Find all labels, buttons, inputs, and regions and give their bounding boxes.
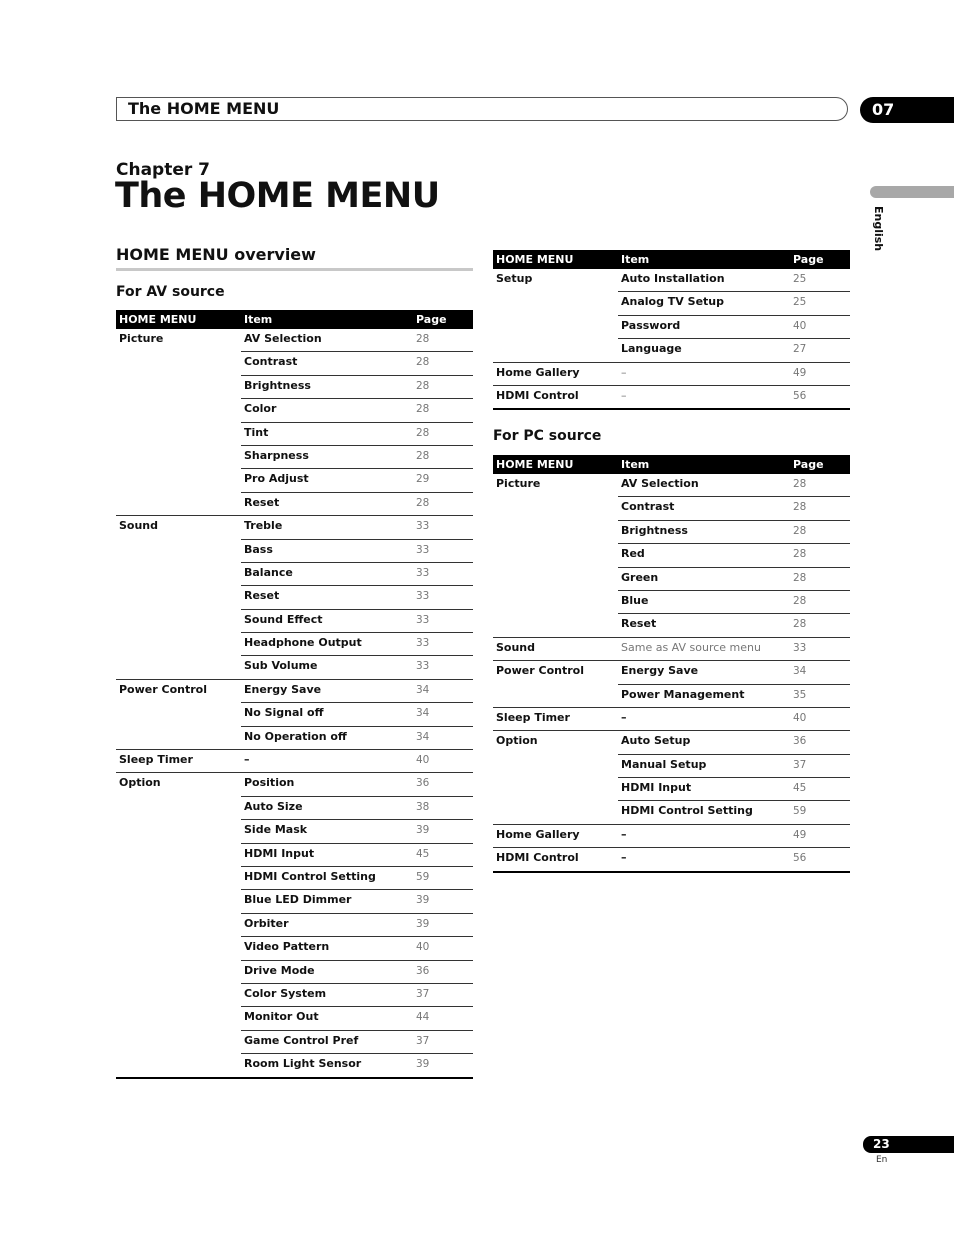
column-header: Page bbox=[790, 250, 850, 269]
page-ref: 40 bbox=[413, 750, 473, 773]
table-row bbox=[116, 492, 473, 515]
page-ref: 36 bbox=[413, 773, 473, 796]
table-row bbox=[116, 679, 473, 702]
menu-item: Red bbox=[618, 544, 790, 567]
menu-group bbox=[116, 492, 241, 515]
table-row bbox=[116, 656, 473, 679]
menu-group bbox=[116, 890, 241, 913]
table-row bbox=[116, 399, 473, 422]
menu-item: Color System bbox=[241, 983, 413, 1006]
menu-group bbox=[116, 1007, 241, 1030]
table-row bbox=[493, 707, 850, 730]
menu-group: Picture bbox=[496, 477, 541, 490]
menu-group bbox=[116, 399, 241, 422]
av-source-table bbox=[116, 310, 473, 1079]
menu-item: AV Selection bbox=[241, 329, 413, 352]
table-row bbox=[116, 633, 473, 656]
menu-group: Power Control bbox=[493, 661, 618, 684]
av-source-table-continued bbox=[493, 250, 850, 410]
page-ref: 28 bbox=[790, 567, 850, 590]
table-row bbox=[493, 590, 850, 613]
table-row bbox=[493, 637, 850, 660]
menu-item: Orbiter bbox=[241, 913, 413, 936]
menu-item: Contrast bbox=[241, 352, 413, 375]
menu-group: Sound bbox=[116, 516, 241, 539]
menu-item: Blue bbox=[618, 590, 790, 613]
page-ref: 45 bbox=[413, 843, 473, 866]
table-row bbox=[493, 544, 850, 567]
menu-item: Reset bbox=[241, 586, 413, 609]
page-ref: 37 bbox=[413, 1030, 473, 1053]
menu-group bbox=[493, 520, 618, 543]
page-ref: 33 bbox=[413, 516, 473, 539]
table-row bbox=[116, 890, 473, 913]
table-row bbox=[116, 866, 473, 889]
menu-group bbox=[116, 1054, 241, 1078]
menu-item: Reset bbox=[241, 492, 413, 515]
menu-item: Reset bbox=[618, 614, 790, 637]
page-ref: 28 bbox=[413, 445, 473, 468]
page-ref: 36 bbox=[790, 731, 850, 754]
menu-group bbox=[493, 614, 618, 637]
column-header: Page bbox=[790, 455, 850, 474]
menu-item: Video Pattern bbox=[241, 937, 413, 960]
page-ref: 27 bbox=[790, 339, 850, 362]
page-ref: 28 bbox=[790, 474, 850, 497]
menu-group: Home Gallery bbox=[493, 362, 618, 385]
page-ref: 25 bbox=[790, 269, 850, 292]
menu-item: – bbox=[618, 824, 790, 847]
column-header: Item bbox=[618, 250, 790, 269]
page-ref: 28 bbox=[413, 375, 473, 398]
table-row bbox=[493, 315, 850, 338]
table-row bbox=[116, 937, 473, 960]
page-ref: 33 bbox=[413, 539, 473, 562]
menu-item: HDMI Control Setting bbox=[618, 801, 790, 824]
menu-item: Analog TV Setup bbox=[618, 292, 790, 315]
chapter-label: Chapter 7 bbox=[116, 160, 211, 180]
page-ref: 34 bbox=[413, 679, 473, 702]
menu-item: HDMI Input bbox=[241, 843, 413, 866]
table-row bbox=[116, 773, 473, 796]
running-header bbox=[116, 97, 848, 121]
menu-item: – bbox=[241, 750, 413, 773]
menu-group bbox=[116, 352, 241, 375]
table-row bbox=[116, 750, 473, 773]
page-ref: 37 bbox=[790, 754, 850, 777]
table-row bbox=[116, 562, 473, 585]
column-header: Item bbox=[618, 455, 790, 474]
menu-item: Side Mask bbox=[241, 820, 413, 843]
menu-group: Sleep Timer bbox=[493, 707, 618, 730]
page-ref: 28 bbox=[790, 520, 850, 543]
page-ref: 29 bbox=[413, 469, 473, 492]
table-row bbox=[493, 684, 850, 707]
page-ref: 28 bbox=[413, 492, 473, 515]
table-row bbox=[116, 609, 473, 632]
table-row bbox=[493, 778, 850, 801]
chapter-number-tab: 07 bbox=[860, 97, 954, 123]
menu-item: – bbox=[618, 707, 790, 730]
menu-group bbox=[493, 567, 618, 590]
menu-item: Power Management bbox=[618, 684, 790, 707]
menu-group: HDMI Control bbox=[493, 385, 618, 409]
menu-group bbox=[116, 445, 241, 468]
table-row bbox=[116, 539, 473, 562]
menu-group bbox=[493, 801, 618, 824]
table-row bbox=[493, 801, 850, 824]
table-row bbox=[116, 375, 473, 398]
menu-item: Bass bbox=[241, 539, 413, 562]
menu-item: – bbox=[618, 848, 790, 872]
menu-item: Sharpness bbox=[241, 445, 413, 468]
page-language-code: En bbox=[876, 1155, 888, 1165]
table-row bbox=[493, 520, 850, 543]
table-row bbox=[116, 960, 473, 983]
table-row bbox=[493, 385, 850, 409]
table-row bbox=[493, 474, 850, 497]
table-row bbox=[116, 516, 473, 539]
menu-group: Setup bbox=[496, 272, 533, 285]
menu-group bbox=[116, 656, 241, 679]
page-ref: 33 bbox=[790, 637, 850, 660]
page-ref: 39 bbox=[413, 913, 473, 936]
page-ref: 45 bbox=[790, 778, 850, 801]
menu-item: Game Control Pref bbox=[241, 1030, 413, 1053]
table-row bbox=[493, 731, 850, 754]
pc-source-title: For PC source bbox=[493, 428, 602, 444]
menu-group bbox=[116, 539, 241, 562]
column-header: Item bbox=[241, 310, 413, 329]
column-header: HOME MENU bbox=[116, 310, 241, 329]
page-ref: 34 bbox=[413, 703, 473, 726]
page-title: The HOME MENU bbox=[115, 176, 440, 216]
menu-group bbox=[116, 726, 241, 749]
menu-item: Brightness bbox=[241, 375, 413, 398]
menu-group bbox=[116, 796, 241, 819]
table-row bbox=[116, 422, 473, 445]
menu-item: Monitor Out bbox=[241, 1007, 413, 1030]
section-title: HOME MENU overview bbox=[116, 245, 473, 271]
menu-group bbox=[493, 497, 618, 520]
menu-item: Color bbox=[241, 399, 413, 422]
menu-group bbox=[493, 684, 618, 707]
menu-item: Tint bbox=[241, 422, 413, 445]
running-header-title: The HOME MENU bbox=[128, 99, 280, 118]
menu-group: Power Control bbox=[116, 679, 241, 702]
menu-group bbox=[493, 339, 618, 362]
page-ref: 40 bbox=[790, 707, 850, 730]
menu-group bbox=[116, 983, 241, 1006]
table-row bbox=[116, 820, 473, 843]
table-row bbox=[116, 913, 473, 936]
menu-group bbox=[493, 778, 618, 801]
menu-item: Sound Effect bbox=[241, 609, 413, 632]
page-ref: 28 bbox=[413, 329, 473, 352]
table-row bbox=[116, 1054, 473, 1078]
menu-item: Balance bbox=[241, 562, 413, 585]
table-row bbox=[116, 1030, 473, 1053]
menu-group bbox=[116, 866, 241, 889]
menu-item: HDMI Input bbox=[618, 778, 790, 801]
column-header: HOME MENU bbox=[493, 250, 618, 269]
menu-item: Language bbox=[618, 339, 790, 362]
menu-item: Room Light Sensor bbox=[241, 1054, 413, 1078]
page-number: 23 bbox=[863, 1136, 954, 1153]
page-ref: 39 bbox=[413, 890, 473, 913]
table-row bbox=[116, 329, 473, 352]
menu-item: Drive Mode bbox=[241, 960, 413, 983]
menu-group: Home Gallery bbox=[493, 824, 618, 847]
page-ref: 59 bbox=[790, 801, 850, 824]
menu-group bbox=[493, 292, 618, 315]
menu-group: Picture bbox=[119, 332, 164, 345]
menu-group bbox=[493, 315, 618, 338]
table-row bbox=[493, 339, 850, 362]
page-ref: 37 bbox=[413, 983, 473, 1006]
menu-group: Option bbox=[116, 773, 241, 796]
menu-group bbox=[116, 609, 241, 632]
table-row bbox=[493, 497, 850, 520]
page-ref: 36 bbox=[413, 960, 473, 983]
table-row bbox=[116, 843, 473, 866]
menu-group bbox=[116, 960, 241, 983]
page-ref: 33 bbox=[413, 656, 473, 679]
page-ref: 28 bbox=[413, 422, 473, 445]
page-ref: 28 bbox=[790, 497, 850, 520]
page-ref: 44 bbox=[413, 1007, 473, 1030]
menu-item: Headphone Output bbox=[241, 633, 413, 656]
page-ref: 35 bbox=[790, 684, 850, 707]
menu-group bbox=[116, 843, 241, 866]
menu-item: No Signal off bbox=[241, 703, 413, 726]
menu-item: No Operation off bbox=[241, 726, 413, 749]
page-ref: 39 bbox=[413, 820, 473, 843]
column-header: HOME MENU bbox=[493, 455, 618, 474]
menu-group bbox=[493, 754, 618, 777]
menu-group: Sound bbox=[493, 637, 618, 660]
table-row bbox=[116, 586, 473, 609]
page-ref: 28 bbox=[790, 544, 850, 567]
table-row bbox=[116, 469, 473, 492]
table-row bbox=[493, 661, 850, 684]
menu-item: Same as AV source menu bbox=[618, 637, 790, 660]
page-ref: 38 bbox=[413, 796, 473, 819]
pc-source-table bbox=[493, 455, 850, 873]
table-row bbox=[493, 848, 850, 872]
menu-item: Energy Save bbox=[618, 661, 790, 684]
menu-group bbox=[116, 469, 241, 492]
menu-group bbox=[116, 562, 241, 585]
menu-group: HDMI Control bbox=[493, 848, 618, 872]
table-row bbox=[493, 269, 850, 292]
page-ref: 28 bbox=[413, 399, 473, 422]
menu-item: – bbox=[618, 362, 790, 385]
menu-item: HDMI Control Setting bbox=[241, 866, 413, 889]
menu-item: Auto Size bbox=[241, 796, 413, 819]
menu-group bbox=[116, 375, 241, 398]
menu-item: Green bbox=[618, 567, 790, 590]
table-row bbox=[116, 352, 473, 375]
page-ref: 40 bbox=[790, 315, 850, 338]
menu-group bbox=[116, 937, 241, 960]
menu-group bbox=[116, 422, 241, 445]
page-ref: 28 bbox=[413, 352, 473, 375]
menu-group bbox=[116, 1030, 241, 1053]
page-ref: 56 bbox=[790, 385, 850, 409]
table-row bbox=[493, 292, 850, 315]
menu-group bbox=[493, 590, 618, 613]
table-row bbox=[116, 726, 473, 749]
table-row bbox=[493, 362, 850, 385]
page-ref: 34 bbox=[413, 726, 473, 749]
table-row bbox=[116, 703, 473, 726]
menu-item: Position bbox=[241, 773, 413, 796]
menu-group: Option bbox=[493, 731, 618, 754]
language-label: English bbox=[872, 206, 885, 252]
menu-group bbox=[116, 913, 241, 936]
page-ref: 33 bbox=[413, 586, 473, 609]
page-ref: 28 bbox=[790, 614, 850, 637]
page-ref: 28 bbox=[790, 590, 850, 613]
menu-group bbox=[493, 544, 618, 567]
av-source-title: For AV source bbox=[116, 284, 225, 300]
page-ref: 25 bbox=[790, 292, 850, 315]
menu-item: Treble bbox=[241, 516, 413, 539]
menu-group bbox=[116, 703, 241, 726]
menu-item: – bbox=[618, 385, 790, 409]
page-ref: 39 bbox=[413, 1054, 473, 1078]
menu-item: Auto Installation bbox=[618, 269, 790, 292]
table-row bbox=[493, 754, 850, 777]
page-ref: 40 bbox=[413, 937, 473, 960]
page-ref: 33 bbox=[413, 609, 473, 632]
table-row bbox=[116, 1007, 473, 1030]
menu-item: Energy Save bbox=[241, 679, 413, 702]
page-ref: 59 bbox=[413, 866, 473, 889]
menu-item: Blue LED Dimmer bbox=[241, 890, 413, 913]
menu-group bbox=[116, 586, 241, 609]
page-ref: 34 bbox=[790, 661, 850, 684]
page-ref: 33 bbox=[413, 562, 473, 585]
table-row bbox=[116, 796, 473, 819]
page-ref: 33 bbox=[413, 633, 473, 656]
menu-item: Auto Setup bbox=[618, 731, 790, 754]
page-ref: 49 bbox=[790, 824, 850, 847]
menu-item: Brightness bbox=[618, 520, 790, 543]
table-row bbox=[493, 824, 850, 847]
table-row bbox=[116, 983, 473, 1006]
menu-item: Contrast bbox=[618, 497, 790, 520]
menu-item: AV Selection bbox=[618, 474, 790, 497]
language-tab bbox=[870, 186, 954, 198]
table-row bbox=[493, 567, 850, 590]
menu-item: Sub Volume bbox=[241, 656, 413, 679]
menu-group bbox=[116, 633, 241, 656]
table-row bbox=[493, 614, 850, 637]
menu-item: Manual Setup bbox=[618, 754, 790, 777]
menu-item: Pro Adjust bbox=[241, 469, 413, 492]
menu-group bbox=[116, 820, 241, 843]
column-header: Page bbox=[413, 310, 473, 329]
table-row bbox=[116, 445, 473, 468]
page-ref: 56 bbox=[790, 848, 850, 872]
menu-item: Password bbox=[618, 315, 790, 338]
menu-group: Sleep Timer bbox=[116, 750, 241, 773]
page-ref: 49 bbox=[790, 362, 850, 385]
